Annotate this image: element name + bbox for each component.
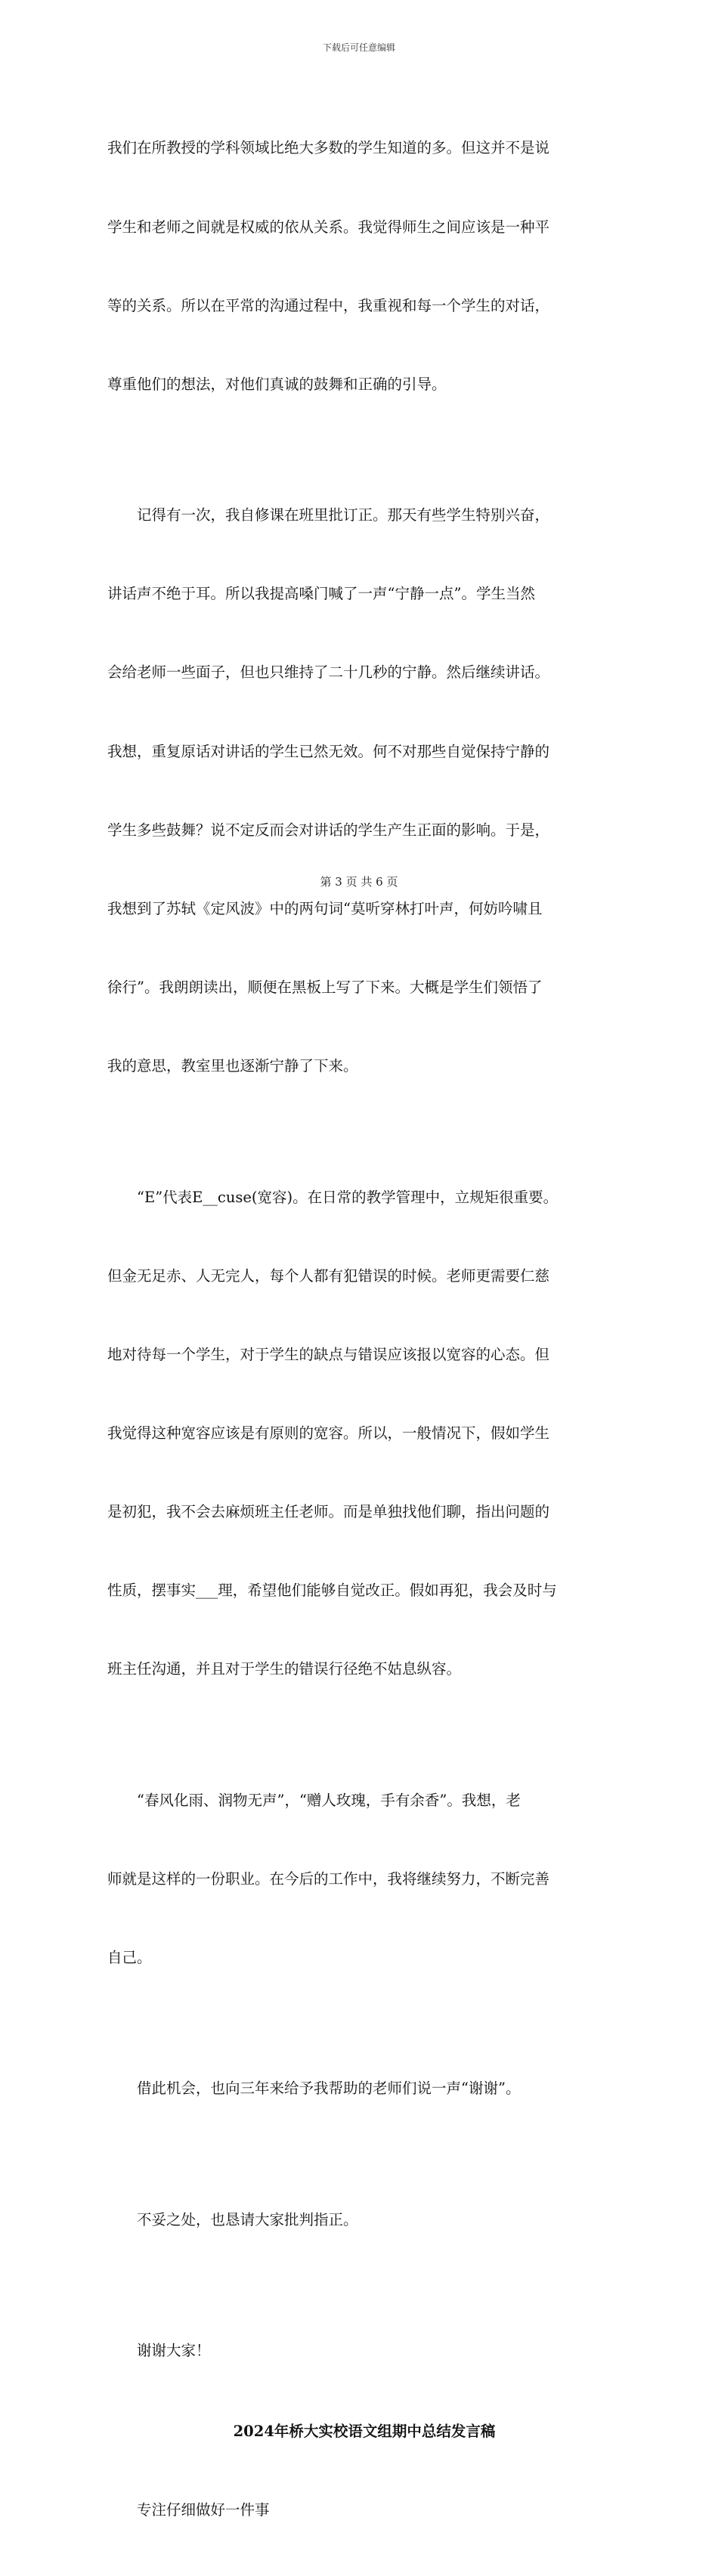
text-line: 借此机会，也向三年来给予我帮助的老师们说一声“谢谢”。 [137,2080,521,2098]
document-body [107,83,621,2576]
section-title: 2024年桥大实校语文组期中总结发言稿 [233,2422,496,2440]
page-footer: 第 3 页 共 6 页 [320,875,398,889]
paragraph-7 [107,2286,621,2417]
paragraph-3 [107,1132,621,1735]
subtitle-line [107,2445,621,2576]
text-line: 是初犯，我不会去麻烦班主任老师。而是单独找他们聊，指出问题的 [107,1502,550,1520]
text-line: 记得有一次，我自修课在班里批订正。那天有些学生特别兴奋， [137,506,550,524]
text-line: 专注仔细做好一件事 [137,2500,270,2519]
page-header: 下载后可任意编辑 [322,42,395,53]
text-line: 我的意思，教室里也逐渐宁静了下来。 [107,1057,358,1075]
text-line: “春风化雨、润物无声”，“赠人玫瑰，手有余香”。我想，老 [137,1791,521,1809]
text-line: 自己。 [107,1948,152,1966]
text-line: 地对待每一个学生，对于学生的缺点与错误应该报以宽容的心态。但 [107,1345,550,1363]
text-line: 学生多些鼓舞？说不定反而会对讲话的学生产生正面的影响。于是， [107,821,550,839]
text-line: 徐行”。我朗朗读出，顺便在黑板上写了下来。大概是学生们领悟了 [107,978,543,996]
text-line: 师就是这样的一份职业。在今后的工作中，我将继续努力，不断完善 [107,1869,550,1888]
text-line: 不妥之处，也恳请大家批判指正。 [137,2210,358,2228]
text-line: 学生和老师之间就是权威的依从关系。我觉得师生之间应该是一种平 [107,218,550,236]
text-line: 会给老师一些面子，但也只维持了二十几秒的宁静。然后继续讲话。 [107,663,550,682]
paragraph-6 [107,2155,621,2287]
text-line: 但金无足赤、人无完人，每个人都有犯错误的时候。老师更需要仁慈 [107,1266,550,1285]
text-line: “E”代表E__cuse(宽容)。在日常的教学管理中，立规矩很重要。 [137,1188,559,1206]
text-line: 我觉得这种宽容应该是有原则的宽容。所以，一般情况下，假如学生 [107,1424,550,1442]
text-line: 谢谢大家！ [137,2342,211,2360]
paragraph-2 [107,450,621,1132]
paragraph-4 [107,1735,621,2024]
text-line: 讲话声不绝于耳。所以我提高嗓门喊了一声“宁静一点”。学生当然 [107,585,535,603]
text-line: 等的关系。所以在平常的沟通过程中，我重视和每一个学生的对话， [107,296,550,314]
text-line: 性质，摆事实___理，希望他们能够自觉改正。假如再犯，我会及时与 [107,1582,557,1600]
text-line: 我们在所教授的学科领域比绝大多数的学生知道的多。但这并不是说 [107,139,550,157]
paragraph-5 [107,2024,621,2155]
text-line: 班主任沟通，并且对于学生的错误行径绝不姑息纵容。 [107,1660,462,1678]
paragraph-1 [107,83,621,450]
text-line: 尊重他们的想法，对他们真诚的鼓舞和正确的引导。 [107,375,447,393]
text-line: 我想到了苏轼《定风波》中的两句词“莫听穿林打叶声，何妨吟啸且 [107,899,543,917]
text-line: 我想，重复原话对讲话的学生已然无效。何不对那些自觉保持宁静的 [107,742,550,760]
